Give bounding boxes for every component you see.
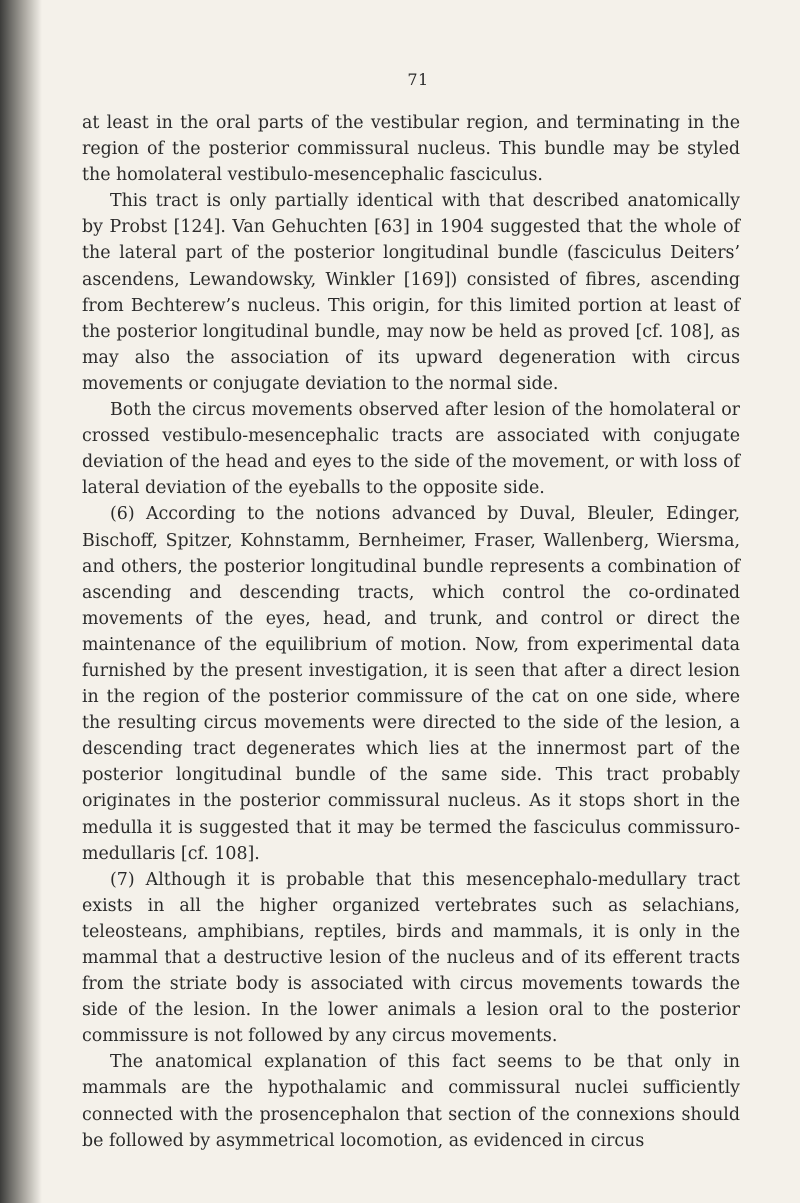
paragraph-point-7: (7) Although it is probable that this mesencephalo-medullary tract exists in all the higher organized vertebrates such as selachians, teleosteans, amphibians, reptiles, birds and mammals, it is only in the mammal that a destructive lesion of the nucleus and of its efferent tracts from the striate body is associated with circus movements towards the side of the lesion. In the lower animals a lesion oral to the posterior commissure is not followed by any circus movements. [82,869,740,1047]
page-number: 71 [407,70,429,89]
paragraph-continuation: at least in the oral parts of the vestibular region, and terminating in the region of the posterior commissural nucleus. This bundle may be styled the homolateral vestibulo-mesencephalic fasciculus. [82,113,740,186]
paragraph-anatomical-explanation: The anatomical explanation of this fact seems to be that only in mammals are the hypothalamic and commissural nuclei sufficiently connected with the prosencephalon that section of the connexions should be followed by asymmetrical locomotion, as evidenced in circus [82,1052,740,1151]
paragraph-probst-tract: This tract is only partially identical with that described anatomically by Probst [124]. Van Gehuchten [63] in 1904 suggested that the whole of the lateral part of the posterior longitudinal bundle (fasciculus Deiters’ ascendens, Lewandowsky, Winkler [169]) consisted of fibres, ascending from Bechterew’s nucleus. This origin, for this limited portion at least of the posterior longitudinal bundle, may now be held as proved [cf. 108], as may also the association of its upward degeneration with circus movements or conjugate deviation to the normal side. [82,191,740,394]
paragraph-point-6: (6) According to the notions advanced by Duval, Bleuler, Edinger, Bischoff, Spitzer, Kohnstamm, Bernheimer, Fraser, Wallenberg, Wiersma, and others, the posterior longitudinal bundle represents a combination of ascending and descending tracts, which control the co-ordinated movements of the eyes, head, and trunk, and control or direct the maintenance of the equilibrium of motion. Now, from experimental data furnished by the present investigation, it is seen that after a direct lesion in the region of the posterior commissure of the cat on one side, where the resulting circus movements were directed to the side of the lesion, a descending tract degenerates which lies at the innermost part of the posterior longitudinal bundle of the same side. This tract probably originates in the posterior commissural nucleus. As it stops short in the medulla it is suggested that it may be termed the fasciculus commissuro-medullaris [cf. 108]. [82,504,740,864]
body-text [82,110,740,1154]
paragraph-circus-movements: Both the circus movements observed after lesion of the homolateral or crossed vestibulo-mesencephalic tracts are associated with conjugate deviation of the head and eyes to the side of the movement, or with loss of lateral deviation of the eyeballs to the opposite side. [82,400,740,499]
